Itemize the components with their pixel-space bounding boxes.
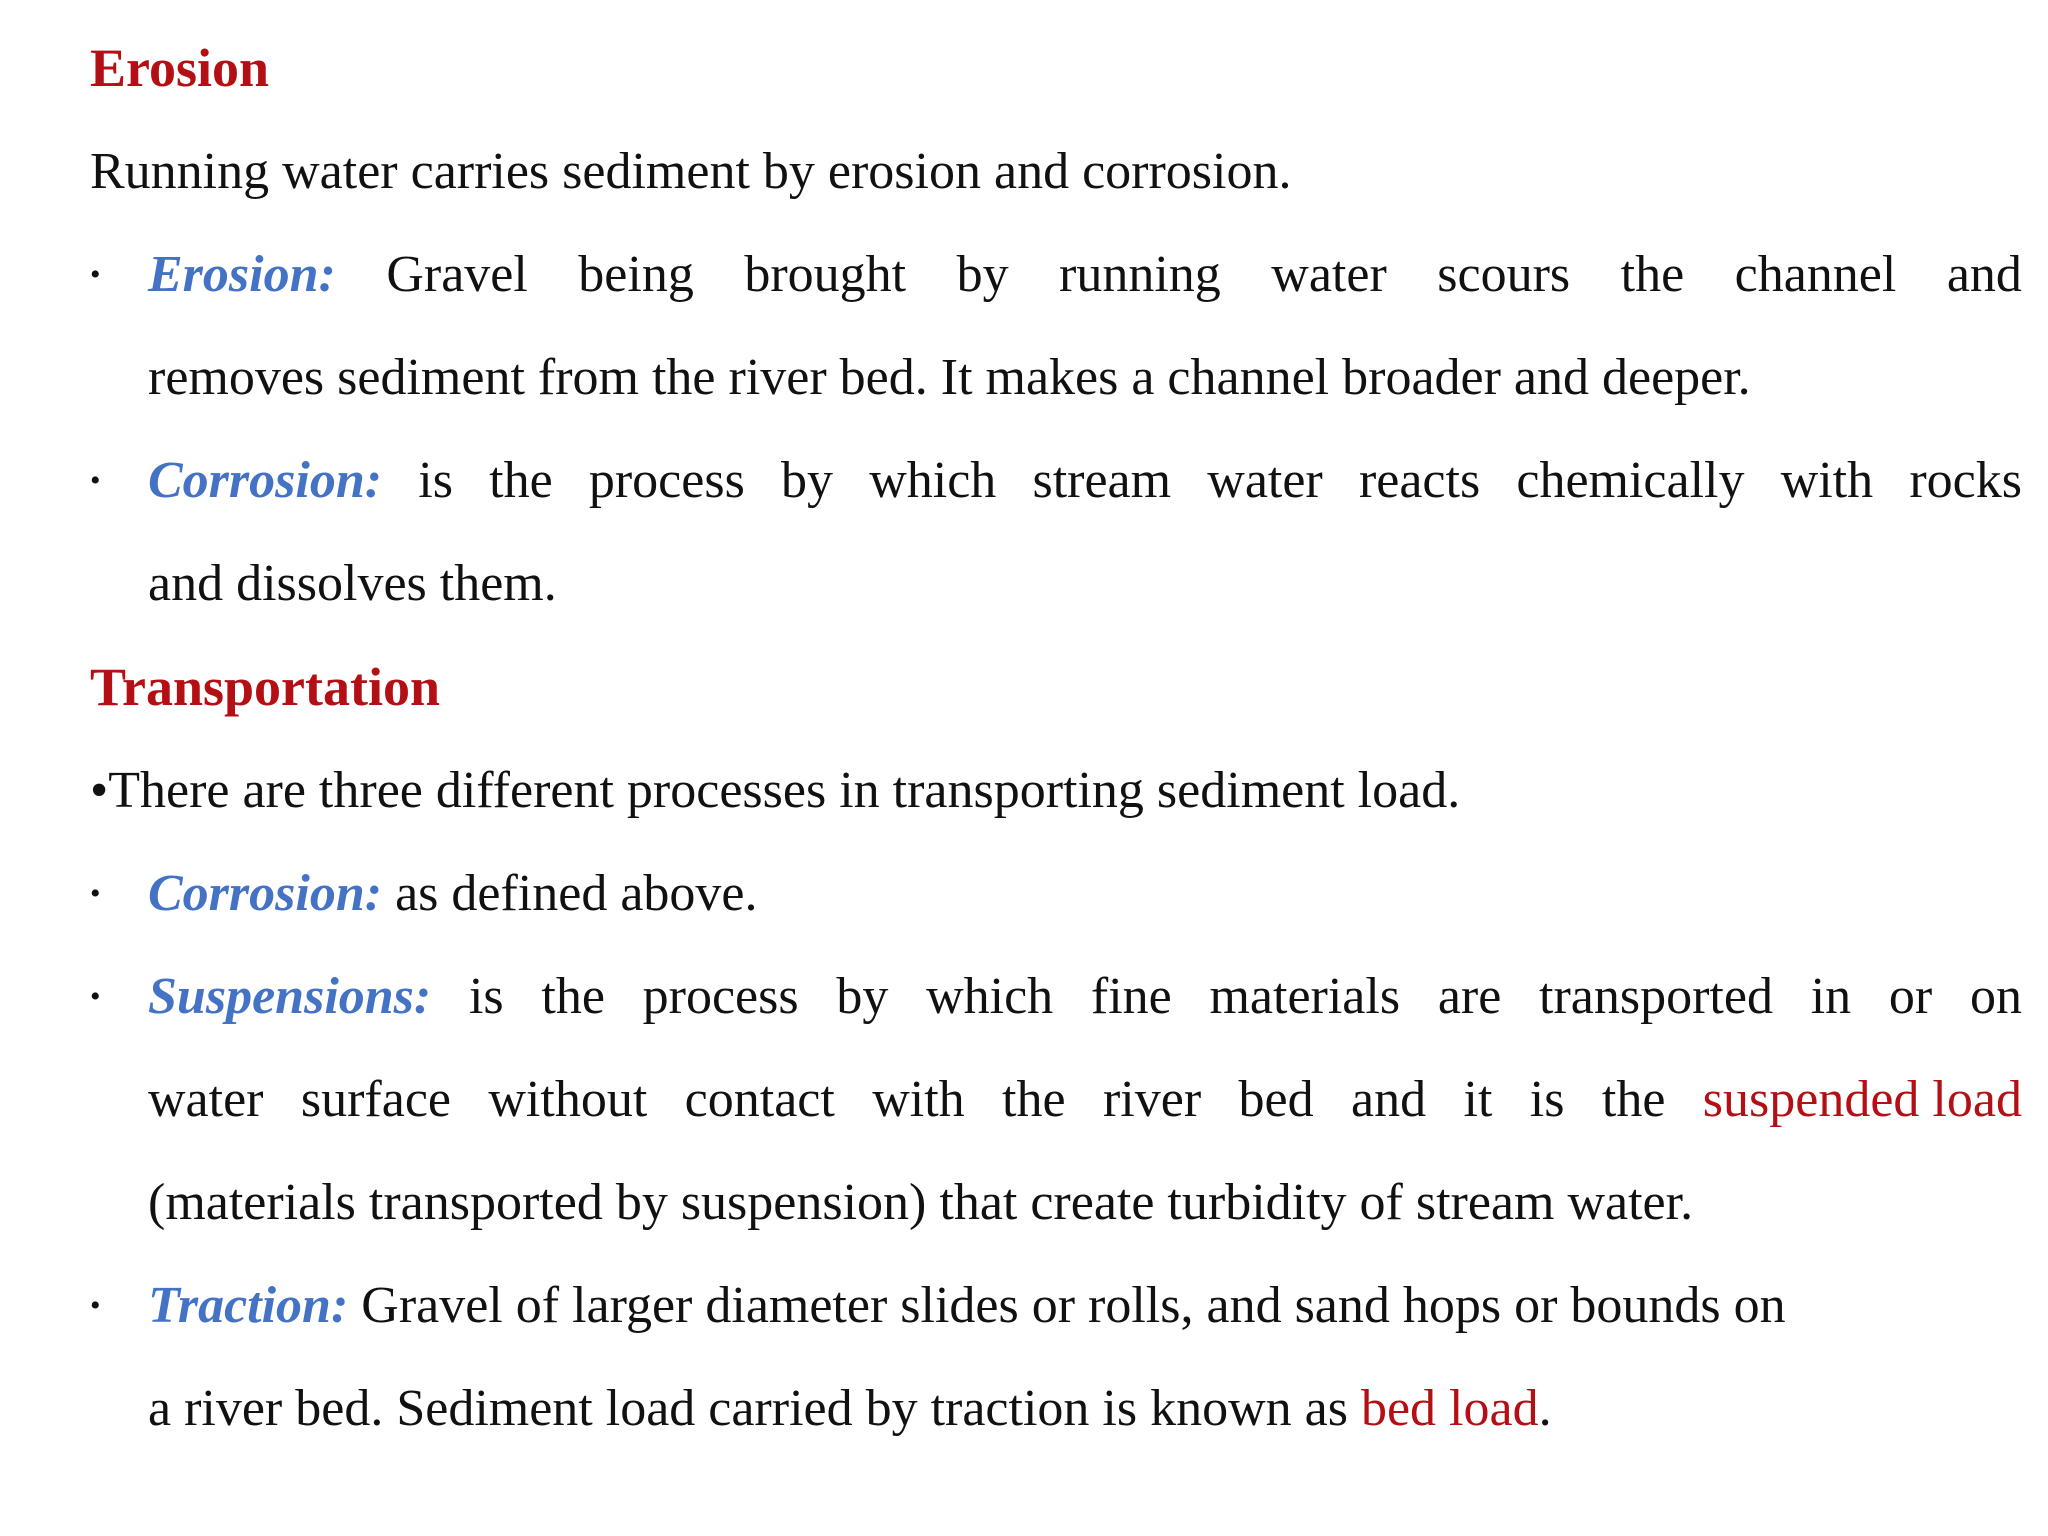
traction-line-2-text: a river bed. Sediment load carried by traction is known as xyxy=(148,1380,1361,1437)
word: process xyxy=(642,968,799,1025)
word: without xyxy=(488,1071,648,1128)
word: it xyxy=(1463,1071,1493,1128)
word: on xyxy=(1969,968,2022,1025)
traction-line-1 xyxy=(148,1271,1964,1341)
transport-corrosion-text: as defined above. xyxy=(382,865,758,922)
word: scours xyxy=(1437,246,1571,303)
word: and xyxy=(1946,246,2022,303)
list-item-transport-corrosion xyxy=(90,859,1964,929)
word: surface xyxy=(300,1071,451,1128)
term-suspensions: Suspensions: xyxy=(148,968,432,1025)
word: rocks xyxy=(1909,452,2022,509)
word: the xyxy=(1601,1071,1666,1128)
word: is xyxy=(418,452,453,509)
word: stream xyxy=(1032,452,1172,509)
transportation-heading: Transportation xyxy=(90,657,441,717)
word: is xyxy=(1529,1071,1565,1128)
erosion-line-2: removes sediment from the river bed. It makes a channel broader and deeper. xyxy=(148,349,1751,406)
bullet-dot-icon: • xyxy=(90,980,101,1013)
word: which xyxy=(926,968,1054,1025)
word: are xyxy=(1437,968,1502,1025)
word: river xyxy=(1102,1071,1202,1128)
erosion-heading: Erosion xyxy=(90,38,270,98)
traction-line-1-text: Gravel of larger diameter slides or rolls, and sand hops or bounds on xyxy=(348,1277,1786,1334)
word: which xyxy=(869,452,997,509)
word: contact xyxy=(684,1071,835,1128)
word: by xyxy=(956,246,1009,303)
word: bed xyxy=(1238,1071,1314,1128)
bullet-dot-icon: • xyxy=(90,258,101,291)
word: is xyxy=(468,968,504,1025)
erosion-intro: Running water carries sediment by erosion and corrosion. xyxy=(90,143,1292,200)
term-traction: Traction: xyxy=(148,1277,349,1334)
word: with xyxy=(872,1071,965,1128)
word: water xyxy=(1271,246,1387,303)
word: Gravel xyxy=(386,246,528,303)
word: running xyxy=(1059,246,1221,303)
bullet-dot-icon: • xyxy=(90,762,109,819)
word: and xyxy=(1351,1071,1427,1128)
suspensions-line-1 xyxy=(148,962,2022,1032)
word: water xyxy=(1207,452,1323,509)
term-erosion: Erosion: xyxy=(148,246,336,303)
list-item-suspensions xyxy=(90,962,2022,1238)
word: with xyxy=(1780,452,1874,509)
list-item-erosion xyxy=(90,240,2022,413)
transport-corrosion-line xyxy=(148,859,1964,929)
word: the xyxy=(1002,1071,1066,1128)
word: transported xyxy=(1539,968,1773,1025)
word: by xyxy=(781,452,833,509)
list-item-traction xyxy=(90,1271,1964,1444)
word: water xyxy=(148,1071,264,1128)
word: in xyxy=(1810,968,1852,1025)
highlight-suspended-load: suspended load xyxy=(1702,1071,2022,1128)
word: the xyxy=(489,452,553,509)
word: by xyxy=(836,968,889,1025)
list-item-corrosion xyxy=(90,446,2022,619)
word: chemically xyxy=(1516,452,1745,509)
transportation-intro-text: There are three different processes in transporting sediment load. xyxy=(108,762,1461,819)
bullet-dot-icon: • xyxy=(90,877,101,910)
traction-line-2 xyxy=(148,1374,1964,1444)
suspensions-line-3: (materials transported by suspension) that create turbidity of stream water. xyxy=(148,1174,1694,1231)
word: channel xyxy=(1734,246,1897,303)
transportation-intro xyxy=(90,756,1964,826)
corrosion-line-1 xyxy=(148,446,2022,516)
word: reacts xyxy=(1358,452,1481,509)
term-corrosion: Corrosion: xyxy=(148,452,383,509)
word: process xyxy=(588,452,745,509)
word: the xyxy=(541,968,605,1025)
term-corrosion-2: Corrosion: xyxy=(148,865,383,922)
word: brought xyxy=(744,246,907,303)
corrosion-line-2: and dissolves them. xyxy=(148,555,557,612)
traction-line-2-end: . xyxy=(1538,1380,1552,1437)
word: fine xyxy=(1090,968,1172,1025)
word: the xyxy=(1620,246,1685,303)
highlight-bed-load: bed load xyxy=(1360,1380,1539,1437)
suspensions-line-2 xyxy=(148,1065,2022,1135)
bullet-dot-icon: • xyxy=(90,464,101,497)
word: materials xyxy=(1209,968,1401,1025)
erosion-line-1 xyxy=(148,240,2022,310)
word: or xyxy=(1888,968,1933,1025)
bullet-dot-icon: • xyxy=(90,1289,101,1322)
word: being xyxy=(578,246,694,303)
